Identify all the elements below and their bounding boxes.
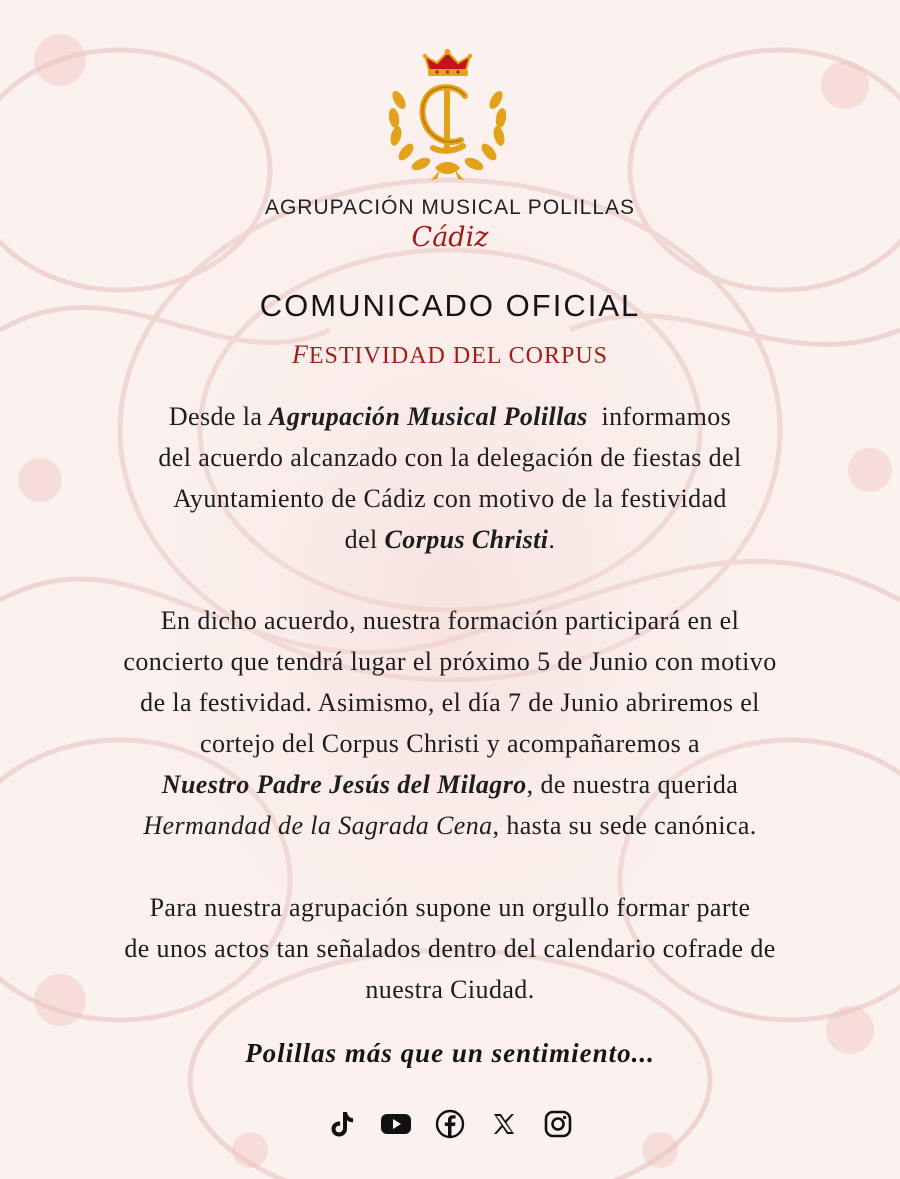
emphasis-nuestro-padre: Nuestro Padre Jesús del Milagro <box>161 770 527 799</box>
x-icon <box>492 1112 516 1136</box>
page-title: COMUNICADO OFICIAL <box>259 288 641 323</box>
tiktok-icon <box>329 1110 355 1138</box>
paragraph-line: Ayuntamiento de Cádiz con motivo de la festividad <box>173 484 727 513</box>
emphasis-hermandad: Hermandad de la Sagrada Cena <box>143 811 493 840</box>
youtube-icon <box>380 1112 412 1136</box>
paragraph-line: Hermandad de la Sagrada Cena, hasta su sede canónica. <box>143 811 757 840</box>
paragraph-2 <box>20 600 880 846</box>
paragraph-line: Nuestro Padre Jesús del Milagro, de nuestra querida <box>161 770 739 799</box>
facebook-link[interactable] <box>434 1108 466 1140</box>
paragraph-3 <box>20 887 880 1010</box>
paragraph-line: Desde la Agrupación Musical Polillas informamos <box>168 402 732 431</box>
instagram-icon <box>544 1110 572 1138</box>
closing-motto: Polillas más que un sentimiento... <box>245 1038 655 1068</box>
youtube-link[interactable] <box>380 1108 412 1140</box>
x-link[interactable] <box>488 1108 520 1140</box>
polillas-crest-logo <box>385 48 510 180</box>
emphasis-corpus-christi: Corpus Christi <box>384 525 549 554</box>
organization-name: AGRUPACIÓN MUSICAL POLILLAS <box>264 196 636 219</box>
organization-city: Cádiz <box>411 222 489 253</box>
paragraph-line: nuestra Ciudad. <box>365 975 535 1004</box>
paragraph-line: concierto que tendrá lugar el próximo 5 de Junio con motivo <box>123 647 777 676</box>
subtitle-rest: ESTIVIDAD DEL CORPUS <box>308 343 608 369</box>
facebook-icon <box>435 1109 465 1139</box>
subtitle-initial: F <box>291 340 309 369</box>
emphasis-agrupacion: Agrupación Musical Polillas <box>269 402 588 431</box>
paragraph-line: del acuerdo alcanzado con la delegación de fiestas del <box>158 443 742 472</box>
paragraph-line: del Corpus Christi. <box>344 525 556 554</box>
social-links <box>0 1108 900 1140</box>
paragraph-line: de la festividad. Asimismo, el día 7 de Junio abriremos el <box>140 688 760 717</box>
paragraph-line: Para nuestra agrupación supone un orgullo formar parte <box>149 893 751 922</box>
instagram-link[interactable] <box>542 1108 574 1140</box>
paragraph-line: En dicho acuerdo, nuestra formación participará en el <box>160 606 740 635</box>
paragraph-line: de unos actos tan señalados dentro del calendario cofrade de <box>124 934 776 963</box>
paragraph-1 <box>20 396 880 560</box>
page-subtitle <box>0 340 900 370</box>
crown-icon <box>423 49 472 76</box>
tiktok-link[interactable] <box>326 1108 358 1140</box>
paragraph-line: cortejo del Corpus Christi y acompañaremos a <box>200 729 700 758</box>
